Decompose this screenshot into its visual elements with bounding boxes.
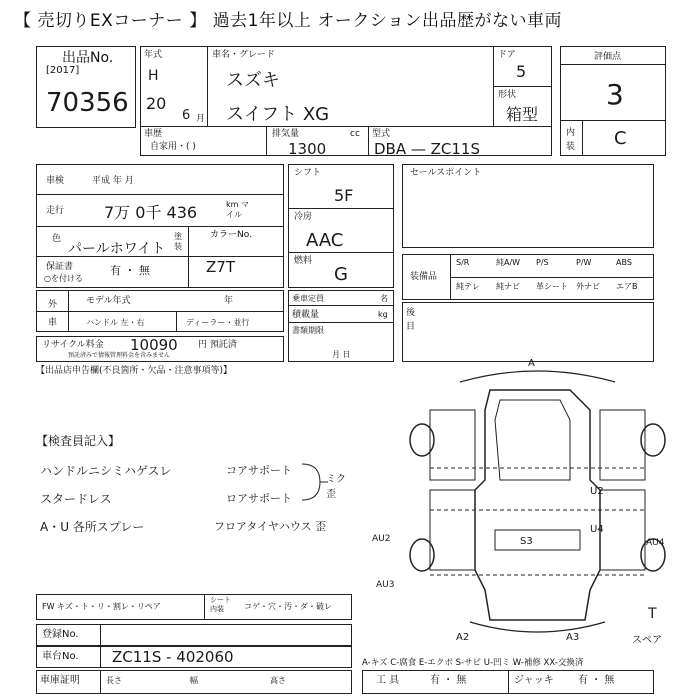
- type-label: 型式: [372, 129, 391, 139]
- sheet-label: シート 内装: [210, 596, 231, 613]
- name-label: 車名・グレード: [212, 50, 276, 60]
- fuel-value: G: [334, 264, 348, 285]
- diagram-label-u4: U4: [590, 524, 604, 535]
- colorno-value: Z7T: [206, 258, 235, 276]
- recycle-label: リサイクル料金: [42, 340, 104, 350]
- dim-length: 長さ: [106, 676, 122, 685]
- colorno-label: カラーNo.: [210, 230, 252, 240]
- capacity-unit: 名: [380, 294, 388, 303]
- model-year-label: モデル年式: [86, 296, 131, 306]
- load-label: 積載量: [292, 310, 320, 320]
- doors-value: 5: [516, 62, 527, 81]
- ac-value: AAC: [306, 230, 344, 251]
- inspector-note-2: スタードレス: [40, 492, 112, 506]
- shaken-label: 車検: [46, 176, 65, 186]
- inspector-note-3: A・U 各所スプレー: [40, 520, 145, 534]
- year-value: 20: [146, 94, 167, 113]
- month-unit: 月: [196, 114, 206, 124]
- inspector-note-r1: コアサポート: [226, 464, 292, 477]
- dealer-label: ディーラー・並行: [186, 318, 250, 327]
- dim-height: 高さ: [270, 676, 286, 685]
- docs-label: 書類期限: [292, 326, 324, 335]
- handle-label: ハンドル 左・右: [86, 318, 145, 327]
- color-sub: 塗装: [174, 232, 182, 251]
- maker-name: スズキ: [226, 70, 280, 91]
- year-label: 年式: [144, 50, 163, 60]
- cert-label: 車庫証明: [40, 675, 80, 686]
- history-value: 自家用・( ): [150, 142, 196, 152]
- spare-label: スペア: [632, 635, 662, 646]
- spare-mark: T: [648, 606, 657, 622]
- rear-label: 後目: [406, 308, 416, 332]
- color-label: 色: [52, 234, 62, 244]
- equipment-item: 純A/W: [496, 258, 521, 267]
- recycle-note: 預託済みで情報管理料金を含みません: [68, 352, 171, 359]
- load-unit: kg: [378, 310, 388, 319]
- chassis-value: ZC11S - 402060: [112, 648, 234, 666]
- equipment-item: エアB: [616, 282, 638, 291]
- mileage-unit: km マイル: [226, 200, 249, 219]
- mileage-value: 7万 0千 436: [104, 203, 198, 222]
- inspector-bracket-note: ミク 歪: [326, 474, 346, 500]
- equipment-item: ABS: [616, 258, 632, 267]
- shape-value: 箱型: [506, 105, 539, 124]
- type-value: DBA — ZC11S: [374, 140, 480, 158]
- inspector-note-r3: フロアタイヤハウス 歪: [214, 520, 327, 533]
- equipment-item: 純テレ: [456, 282, 480, 291]
- warranty-sub: ○を付ける: [44, 274, 83, 283]
- warranty-value: 有 ・ 無: [110, 264, 150, 277]
- equipment-label: 装備品: [410, 272, 438, 282]
- shape-label: 形状: [498, 90, 517, 100]
- interior-label: 内装: [566, 128, 576, 152]
- model-year-unit: 年: [224, 296, 234, 306]
- displacement-label: 排気量: [272, 129, 300, 139]
- jack-label: ジャッキ: [514, 675, 554, 686]
- equipment-item: 純ナビ: [496, 282, 520, 291]
- capacity-label: 乗車定員: [292, 294, 324, 303]
- seller-note-label: 【出品店申告欄(不良箇所・欠品・注意事項等)】: [36, 366, 233, 376]
- cc-unit: cc: [350, 129, 360, 139]
- diagram-label-au4: AU4: [646, 538, 665, 548]
- shift-value: 5F: [334, 186, 354, 205]
- displacement-value: 1300: [288, 140, 327, 158]
- legend: A-キズ C-腐食 E-エクボ S-サビ U-凹ミ W-補修 XX-交換済: [362, 658, 584, 668]
- color-value: パールホワイト: [68, 241, 166, 257]
- model-name: スイフト XG: [226, 104, 330, 125]
- recycle-unit: 円 預託済: [198, 340, 237, 350]
- diagram-label-a3: A3: [566, 632, 580, 643]
- diagram-label-au3: AU3: [376, 580, 395, 590]
- tools-value: 有 ・ 無: [430, 675, 467, 686]
- reg-box: [36, 624, 352, 646]
- fw-label: FW キズ・ト・リ・割レ・リペア: [42, 602, 161, 611]
- equipment-item: 外ナビ: [576, 282, 600, 291]
- diagram-label-a2: A2: [456, 632, 470, 643]
- inspector-note-r2: ロアサポート: [226, 492, 292, 505]
- diagram-label-a: A: [528, 358, 535, 369]
- year-era: H: [148, 68, 159, 84]
- history-label: 車歴: [144, 129, 163, 139]
- jack-value: 有 ・ 無: [578, 675, 615, 686]
- listing-no-label: 出品No.: [62, 50, 114, 66]
- rating-value: 3: [606, 78, 624, 111]
- bracket-mark: [300, 460, 330, 504]
- sales-point-label: セールスポイント: [410, 168, 482, 178]
- reg-label: 登録No.: [42, 629, 79, 640]
- month-value: 6: [182, 108, 191, 123]
- tools-label: 工 具: [376, 675, 400, 686]
- diagram-label-s3: S3: [520, 536, 533, 547]
- recycle-value: 10090: [130, 336, 178, 354]
- inspector-note-1: ハンドルニシミハゲスレ: [40, 464, 172, 478]
- chassis-label: 車台No.: [42, 651, 79, 662]
- diagram-label-u2: U2: [590, 486, 604, 497]
- interior-value: C: [614, 128, 627, 149]
- rear-box: [402, 302, 654, 362]
- dim-width: 幅: [190, 676, 198, 685]
- doors-label: ドア: [498, 50, 516, 60]
- equipment-item: P/S: [536, 258, 549, 267]
- import-label: 外車: [48, 300, 58, 328]
- shift-label: シフト: [294, 168, 322, 178]
- mileage-label: 走行: [46, 206, 65, 216]
- shaken-value: 平成 年 月: [92, 176, 134, 186]
- car-diagram: [400, 360, 690, 650]
- rating-label: 評価点: [594, 52, 622, 62]
- vehicle-info-box: [140, 46, 552, 156]
- equipment-item: P/W: [576, 258, 592, 267]
- equipment-item: 革シート: [536, 282, 568, 291]
- listing-number: 70356: [46, 88, 129, 118]
- equipment-item: S/R: [456, 258, 470, 267]
- listing-year-tag: [2017]: [46, 65, 80, 76]
- diagram-label-au2: AU2: [372, 534, 391, 544]
- warranty-label: 保証書: [46, 262, 74, 272]
- fuel-label: 燃料: [294, 256, 313, 266]
- ac-label: 冷房: [294, 212, 313, 222]
- docs-unit: 月 日: [332, 350, 351, 359]
- inspector-label: 【検査員記入】: [36, 434, 121, 448]
- sheet-value: コゲ・穴・汚・ダ・破レ: [244, 602, 332, 611]
- page-title: 【 売切りEXコーナー 】 過去1年以上 オークション出品歴がない車両: [14, 11, 562, 31]
